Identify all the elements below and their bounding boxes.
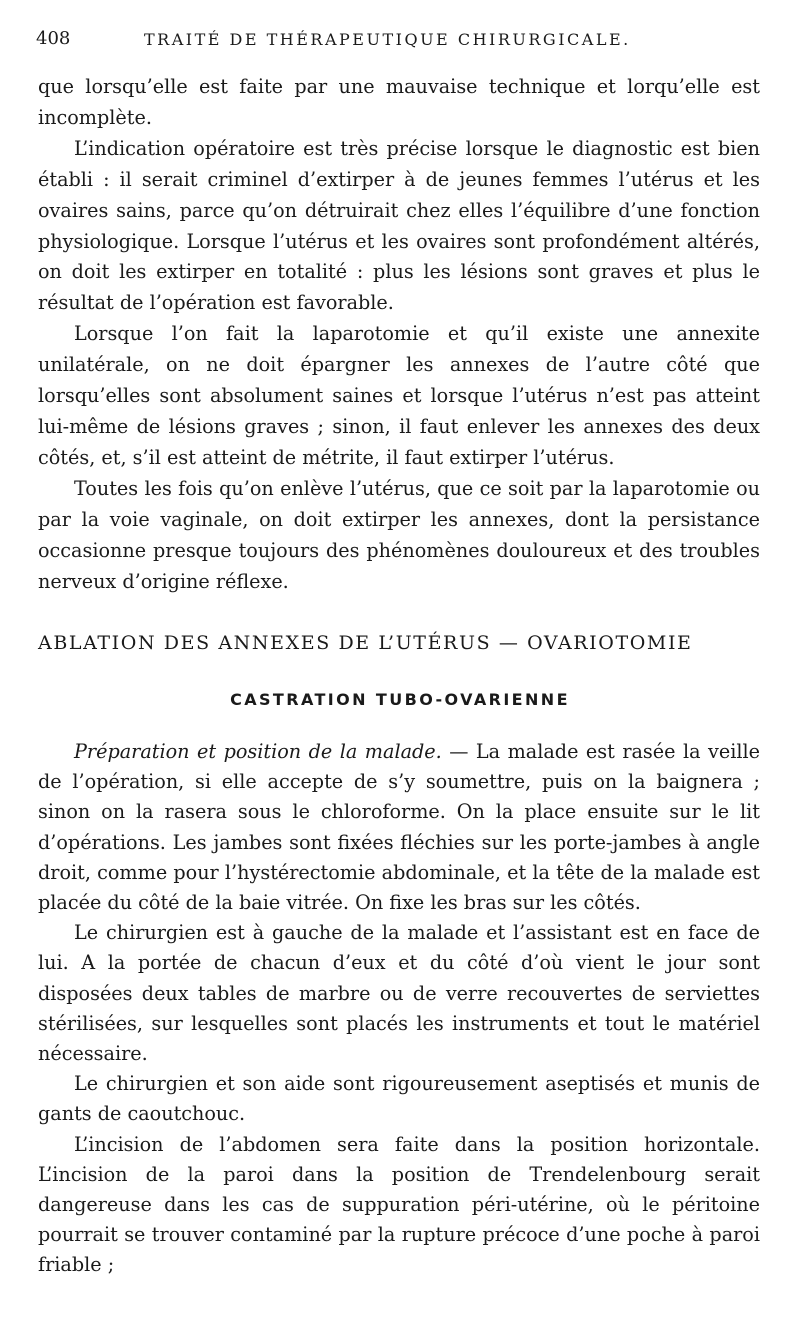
paragraph: que lorsqu’elle est faite par une mauvaise technique et lorqu’elle est incomplète. — [38, 75, 760, 129]
paragraph: Lorsque l’on fait la laparotomie et qu’il existe une annexite unilatérale, on ne doit épargner les annexes de l’autre côté que lorsqu’elles sont absolument saines et lorsque l’utérus n’est pas atteint lui-même de lésions graves ; sinon, il faut enlever les annexes des deux côtés, et, s’il est atteint de métrite, il faut extirper l’utérus. — [38, 322, 760, 469]
paragraph: L’indication opératoire est très précise lorsque le diagnostic est bien établi : il serait criminel d’extirper à de jeunes femmes l’utérus et les ovaires sains, parce qu’on détruirait chez elles l’équilibre d’une fonction physiologique. Lorsque l’utérus et les ovaires sont profondément altérés, on doit les extirper en totalité : plus les lésions sont graves et plus le résultat de l’opération est favorable. — [38, 136, 760, 315]
page-header — [36, 28, 756, 58]
paragraph: Toutes les fois qu’on enlève l’utérus, que ce soit par la laparotomie ou par la voie vaginale, on doit extirper les annexes, dont la persistance occasionne presque toujours des phénomènes douloureux et des troubles nerveux d’origine réflexe. — [38, 476, 760, 593]
paragraph-lead-text: — La malade est rasée la veille de l’opération, si elle accepte de s’y soumettre, puis on la baignera ; sinon on la rasera sous le chloroforme. On la place ensuite sur le lit d’opérations. Les jambes sont fixées fléchies sur les porte-jambes à angle droit, comme pour l’hystérectomie abdominale, et la tête de la malade est placée du côté de la baie vitrée. On fixe les bras sur les côtés. — [38, 740, 760, 915]
running-head: TRAITÉ DE THÉRAPEUTIQUE CHIRURGICALE. — [144, 30, 631, 49]
paragraph: L’incision de l’abdomen sera faite dans la position horizontale. L’incision de la paroi dans la position de Trendelenbourg serait dangereuse dans les cas de suppuration péri-utérine, où le péritoine pourrait se trouver contaminé par la rupture précoce d’une poche à paroi friable ; — [38, 1132, 760, 1277]
page-number: 408 — [36, 28, 71, 49]
body-text-section-2 — [38, 737, 760, 1281]
section-title: ABLATION DES ANNEXES DE L’UTÉRUS — OVARIOTOMIE — [38, 632, 693, 654]
section-subtitle: CASTRATION TUBO-OVARIENNE — [230, 690, 570, 709]
paragraph — [38, 737, 760, 918]
body-text-section-1 — [38, 72, 760, 597]
paragraph-lead-title: Préparation et position de la malade. — [74, 740, 442, 763]
paragraph: Le chirurgien et son aide sont rigoureusement aseptisés et munis de gants de caoutchouc. — [38, 1072, 760, 1126]
paragraph: Le chirurgien est à gauche de la malade et l’assistant est en face de lui. A la portée de chacun d’eux et du côté d’où vient le jour sont disposées deux tables de marbre ou de verre recouvertes de serviettes stérilisées, sur lesquelles sont placés les instruments et tout le matériel nécessaire. — [38, 921, 760, 1066]
